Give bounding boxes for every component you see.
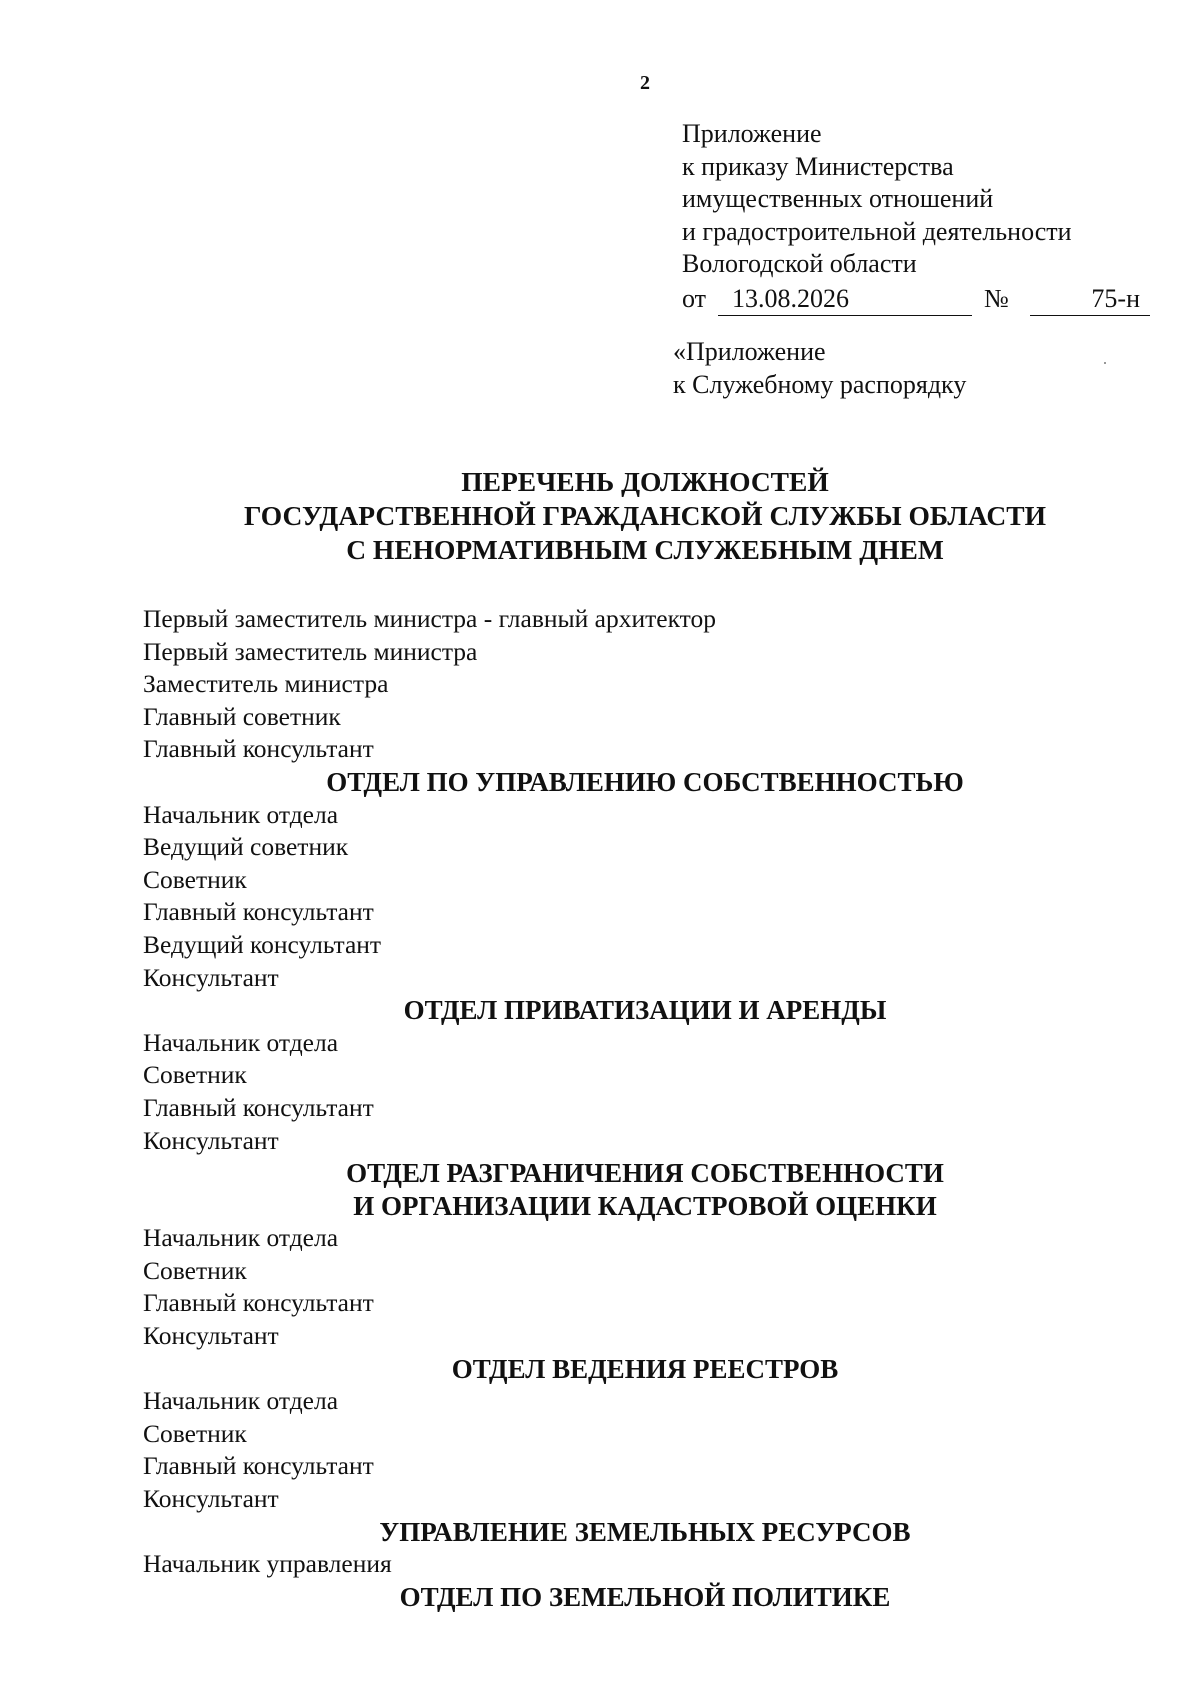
- appendix-line: и градостроительной деятельности: [682, 216, 1072, 246]
- position-item: Начальник отдела: [143, 1027, 339, 1057]
- section-heading: ОТДЕЛ ПРИВАТИЗАЦИИ И АРЕНДЫ: [403, 995, 887, 1026]
- section-heading: ОТДЕЛ ПО ЗЕМЕЛЬНОЙ ПОЛИТИКЕ: [399, 1581, 891, 1612]
- date-prefix: от: [682, 283, 707, 313]
- position-item: Советник: [143, 1418, 247, 1448]
- title-line: ПЕРЕЧЕНЬ ДОЛЖНОСТЕЙ: [461, 466, 829, 497]
- title-line: С НЕНОРМАТИВНЫМ СЛУЖЕБНЫМ ДНЕМ: [346, 534, 944, 565]
- position-item: Консультант: [143, 962, 279, 992]
- position-item: Главный консультант: [143, 897, 374, 927]
- position-item: Главный советник: [143, 701, 341, 731]
- title-line: ГОСУДАРСТВЕННОЙ ГРАЖДАНСКОЙ СЛУЖБЫ ОБЛАСТИ: [244, 500, 1046, 531]
- document-title: [0, 465, 1200, 567]
- position-item: Начальник отдела: [143, 1386, 339, 1416]
- service-schedule-appendix: [673, 335, 966, 401]
- position-item: Начальник управления: [143, 1549, 392, 1579]
- appendix-line: Приложение: [682, 119, 822, 148]
- scan-speck: [1104, 362, 1106, 364]
- order-date-number-row: [682, 281, 1140, 317]
- position-item: Советник: [143, 864, 247, 894]
- position-item: Заместитель министра: [143, 669, 389, 699]
- position-item: Ведущий советник: [143, 832, 349, 862]
- position-item: Советник: [143, 1060, 247, 1090]
- position-item: Начальник отдела: [143, 799, 339, 829]
- position-item: Главный консультант: [143, 1288, 374, 1318]
- position-item: Первый заместитель министра: [143, 636, 478, 666]
- section-heading-continued: И ОРГАНИЗАЦИИ КАДАСТРОВОЙ ОЦЕНКИ: [353, 1190, 937, 1221]
- page-number: 2: [640, 72, 650, 94]
- position-item: Советник: [143, 1255, 247, 1285]
- position-item: Консультант: [143, 1321, 279, 1351]
- number-sign: №: [984, 283, 1009, 313]
- order-date: 13.08.2026: [718, 283, 972, 316]
- position-item: Первый заместитель министра - главный архитектор: [143, 604, 716, 633]
- section-heading: ОТДЕЛ ВЕДЕНИЯ РЕЕСТРОВ: [451, 1353, 839, 1384]
- positions-list: [143, 603, 1143, 1613]
- quote-appendix-line: «Приложение: [673, 337, 826, 366]
- position-item: Главный консультант: [143, 734, 374, 764]
- order-number: 75-н: [1030, 283, 1150, 316]
- position-item: Консультант: [143, 1125, 279, 1155]
- appendix-line: Вологодской области: [682, 249, 917, 278]
- position-item: Консультант: [143, 1484, 279, 1514]
- position-item: Ведущий консультант: [143, 929, 382, 959]
- appendix-header: [682, 118, 1140, 317]
- quote-appendix-line: к Служебному распорядку: [673, 370, 967, 399]
- position-item: Начальник отдела: [143, 1223, 339, 1253]
- appendix-line: имущественных отношений: [682, 184, 994, 213]
- section-heading: УПРАВЛЕНИЕ ЗЕМЕЛЬНЫХ РЕСУРСОВ: [379, 1516, 911, 1547]
- section-heading: ОТДЕЛ РАЗГРАНИЧЕНИЯ СОБСТВЕННОСТИ: [346, 1158, 944, 1189]
- position-item: Главный консультант: [143, 1451, 374, 1481]
- appendix-line: к приказу Министерства: [682, 151, 954, 181]
- position-item: Главный консультант: [143, 1092, 374, 1122]
- section-heading: ОТДЕЛ ПО УПРАВЛЕНИЮ СОБСТВЕННОСТЬЮ: [326, 766, 964, 797]
